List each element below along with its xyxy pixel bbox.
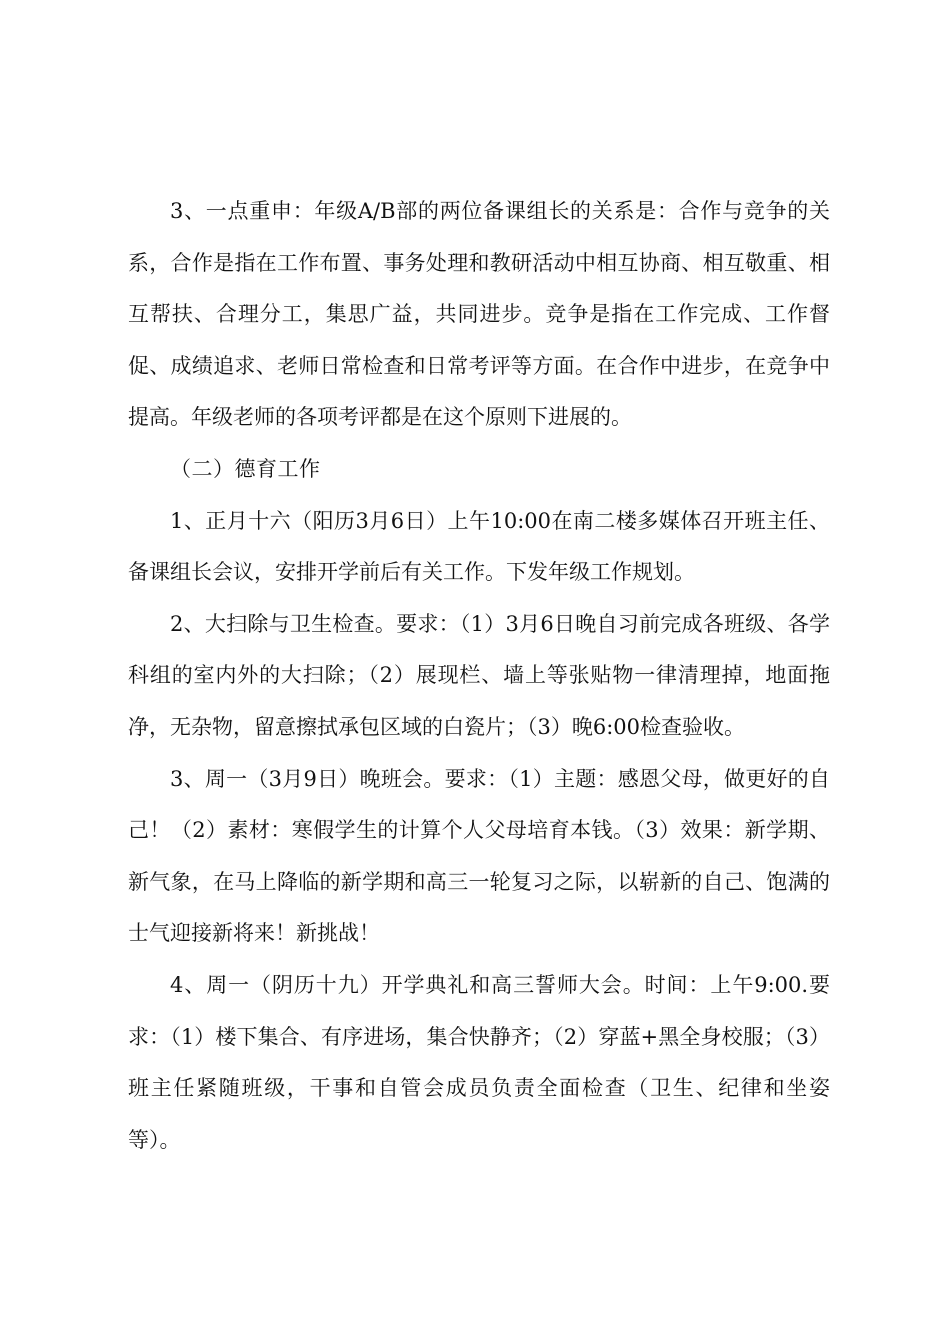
paragraph-coordination: 3、一点重申：年级A/B部的两位备课组长的关系是：合作与竞争的关系，合作是指在工作布置、事务处理和教研活动中相互协商、相互敬重、相互帮扶、合理分工，集思广益，共同进步。竞争是指在工作完成、工作督促、成绩追求、老师日常检查和日常考评等方面。在合作中进步，在竞争中提高。年级老师的各项考评都是在这个原则下进展的。 <box>128 199 830 430</box>
paragraph-meeting: 1、正月十六（阳历3月6日）上午10:00在南二楼多媒体召开班主任、备课组长会议，安排开学前后有关工作。下发年级工作规划。 <box>128 508 830 585</box>
paragraph-cleaning: 2、大扫除与卫生检查。要求：（1）3月6日晚自习前完成各班级、各学科组的室内外的大扫除；（2）展现栏、墙上等张贴物一律清理掉，地面拖净，无杂物，留意擦拭承包区域的白瓷片；（3）晚6:00检查验收。 <box>128 611 830 739</box>
section-heading-moral-education: （二）德育工作 <box>170 456 321 481</box>
paragraph-class-meeting: 3、周一（3月9日）晚班会。要求：（1）主题：感恩父母，做更好的自己！（2）素材：寒假学生的计算个人父母培育本钱。（3）效果：新学期、新气象，在马上降临的新学期和高三一轮复习之际，以崭新的自己、饱满的士气迎接新将来！新挑战！ <box>128 766 830 946</box>
paragraph-opening-ceremony: 4、周一（阴历十九）开学典礼和高三誓师大会。时间：上午9:00.要求：（1）楼下集合、有序进场，集合快静齐；（2）穿蓝+黑全身校服；（3）班主任紧随班级，干事和自管会成员负责全面检查（卫生、纪律和坐姿等）。 <box>128 972 830 1152</box>
document-body <box>128 186 830 1166</box>
